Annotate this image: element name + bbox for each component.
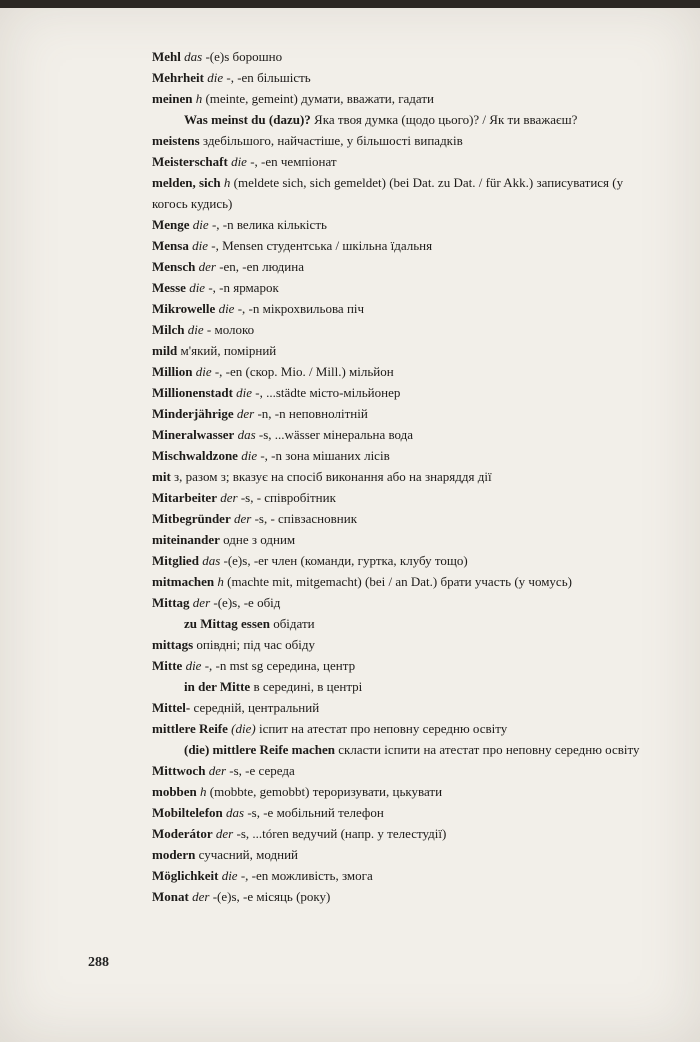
headword: mittlere Reife — [152, 721, 228, 736]
grammar-note: der — [192, 889, 210, 904]
translation: середа — [258, 763, 295, 778]
forms: -, -en (скор. Mio. / Mill.) — [214, 364, 346, 379]
translation: м'який, помірний — [180, 343, 277, 358]
headword: Mensa — [152, 238, 189, 253]
headword: (die) mittlere Reife machen — [184, 742, 336, 757]
translation: з, разом з; вказує на спосіб виконання або на знаряддя дії — [174, 469, 492, 484]
dictionary-entry — [152, 445, 642, 466]
dictionary-entry — [152, 487, 642, 508]
dictionary-entry — [152, 508, 642, 529]
dictionary-subentry — [152, 613, 642, 634]
dictionary-entry — [152, 823, 642, 844]
forms: -, -n — [211, 217, 234, 232]
headword: Mikrowelle — [152, 301, 216, 316]
dictionary-entry — [152, 319, 642, 340]
forms: (mobbte, gemobbt) — [209, 784, 310, 799]
grammar-note: das — [202, 553, 221, 568]
headword: miteinander — [152, 532, 220, 547]
dictionary-entry — [152, 886, 642, 907]
dictionary-entry — [152, 340, 642, 361]
dictionary-entry — [152, 298, 642, 319]
headword: Million — [152, 364, 193, 379]
grammar-note: der — [220, 490, 238, 505]
forms: -, -en — [226, 70, 254, 85]
translation: неповнолітній — [288, 406, 368, 421]
headword: zu Mittag essen — [184, 616, 270, 631]
headword: Meisterschaft — [152, 154, 228, 169]
grammar-note: die — [187, 322, 204, 337]
grammar-note: der — [208, 763, 227, 778]
translation: співзасновник — [278, 511, 358, 526]
headword: melden, sich — [152, 175, 221, 190]
dictionary-entry — [152, 403, 642, 424]
dictionary-entry — [152, 88, 642, 109]
dictionary-entry — [152, 865, 642, 886]
grammar-note: der — [233, 511, 252, 526]
translation: співробітник — [264, 490, 336, 505]
headword: Minderjährige — [152, 406, 234, 421]
dictionary-entry — [152, 844, 642, 865]
grammar-note: die — [241, 448, 258, 463]
translation: мінеральна вода — [323, 427, 414, 442]
forms: -, -n — [260, 448, 283, 463]
translation: записуватися (у когось кудись) — [152, 175, 624, 211]
dictionary-entry — [152, 235, 642, 256]
translation: Яка твоя думка (щодо цього)? / Як ти вважаєш? — [314, 112, 578, 127]
top-edge — [0, 0, 700, 8]
translation: середній, центральний — [193, 700, 320, 715]
grammar-note: das — [184, 49, 203, 64]
dictionary-entry — [152, 529, 642, 550]
grammar-note: die — [221, 868, 238, 883]
translation: можливість, змога — [271, 868, 373, 883]
translation: молоко — [214, 322, 255, 337]
forms: -s, -e — [229, 763, 256, 778]
headword: Mittwoch — [152, 763, 206, 778]
grammar-note: die — [185, 658, 202, 673]
dictionary-entry — [152, 550, 642, 571]
forms: -, -n mst sg — [204, 658, 264, 673]
headword: meistens — [152, 133, 200, 148]
grammar-note: die — [218, 301, 235, 316]
translation: тероризувати, цькувати — [312, 784, 443, 799]
headword: mittags — [152, 637, 194, 652]
forms: -, -n — [237, 301, 260, 316]
dictionary-entry — [152, 151, 642, 172]
grammar-note: (die) — [231, 721, 256, 736]
forms: -, -n — [208, 280, 230, 295]
headword: Mobiltelefon — [152, 805, 223, 820]
translation: сучасний, модний — [198, 847, 298, 862]
translation: обід — [257, 595, 281, 610]
translation: студентська / шкільна їдальня — [266, 238, 433, 253]
translation: одне з одним — [223, 532, 296, 547]
dictionary-entry — [152, 697, 642, 718]
headword: Mitte — [152, 658, 183, 673]
page-number: 288 — [88, 955, 109, 970]
grammar-note: der — [215, 826, 234, 841]
translation: людина — [262, 259, 304, 274]
translation: середина, центр — [266, 658, 356, 673]
forms: -(e)s — [205, 49, 230, 64]
forms: -n, -n — [257, 406, 286, 421]
forms: -(e)s, -e — [212, 889, 254, 904]
dictionary-entry — [152, 382, 642, 403]
headword: Mineralwasser — [152, 427, 235, 442]
headword: mobben — [152, 784, 197, 799]
forms: (meinte, gemeint) — [205, 91, 298, 106]
entry-list — [152, 46, 642, 907]
translation: в середині, в центрі — [253, 679, 363, 694]
headword: Monat — [152, 889, 189, 904]
forms: -, -en — [240, 868, 269, 883]
translation: місяць (року) — [256, 889, 331, 904]
forms: -, Mensen — [211, 238, 264, 253]
translation: чемпіонат — [280, 154, 337, 169]
grammar-note: h — [217, 574, 224, 589]
headword: Menge — [152, 217, 190, 232]
dictionary-entry — [152, 277, 642, 298]
dictionary-entry — [152, 130, 642, 151]
dictionary-entry — [152, 424, 642, 445]
grammar-note: die — [236, 385, 253, 400]
translation: здебільшого, найчастіше, у більшості випадків — [202, 133, 463, 148]
translation: борошно — [232, 49, 283, 64]
grammar-note: die — [189, 280, 206, 295]
dictionary-entry — [152, 718, 642, 739]
forms: -s, -e — [247, 805, 274, 820]
headword: Moderátor — [152, 826, 213, 841]
headword: Mittel- — [152, 700, 191, 715]
headword: Mitbegründer — [152, 511, 231, 526]
forms: -s, - — [254, 511, 275, 526]
forms: -s, - — [240, 490, 262, 505]
translation: мікрохвильова піч — [262, 301, 365, 316]
forms: -(e)s, -e — [213, 595, 254, 610]
dictionary-entry — [152, 46, 642, 67]
forms: (machte mit, mitgemacht) (bei / an Dat.) — [227, 574, 438, 589]
forms: -(e)s, -er — [223, 553, 269, 568]
dictionary-subentry — [152, 109, 642, 130]
translation: ярмарок — [233, 280, 279, 295]
translation: місто-мільйонер — [309, 385, 401, 400]
dictionary-entry — [152, 634, 642, 655]
translation: опівдні; під час обіду — [196, 637, 315, 652]
dictionary-entry — [152, 655, 642, 676]
translation: мільйон — [349, 364, 394, 379]
translation: зона мішаних лісів — [285, 448, 390, 463]
grammar-note: das — [237, 427, 256, 442]
grammar-note: die — [192, 238, 208, 253]
translation: скласти іспити на атестат про неповну середню освіту — [338, 742, 640, 757]
headword: mit — [152, 469, 171, 484]
headword: Mensch — [152, 259, 196, 274]
dictionary-entry — [152, 571, 642, 592]
grammar-note: die — [195, 364, 212, 379]
grammar-note: h — [223, 175, 231, 190]
headword: in der Mitte — [184, 679, 251, 694]
dictionary-subentry — [152, 739, 642, 760]
grammar-note: der — [192, 595, 211, 610]
headword: Mischwaldzone — [152, 448, 238, 463]
headword: Mitglied — [152, 553, 199, 568]
forms: (meldete sich, sich gemeldet) (bei Dat. zu Dat. / für Akk.) — [233, 175, 534, 190]
forms: -s, ...tóren — [236, 826, 289, 841]
dictionary-entry — [152, 172, 642, 214]
forms: -, -en — [250, 154, 278, 169]
dictionary-entry — [152, 67, 642, 88]
forms: -, ...städte — [255, 385, 307, 400]
translation: член (команди, гуртка, клубу тощо) — [271, 553, 468, 568]
dictionary-subentry — [152, 676, 642, 697]
headword: mild — [152, 343, 178, 358]
translation: іспит на атестат про неповну середню освіту — [258, 721, 508, 736]
translation: більшість — [257, 70, 311, 85]
headword: mitmachen — [152, 574, 215, 589]
grammar-note: h — [195, 91, 203, 106]
dictionary-entry — [152, 781, 642, 802]
forms: - — [206, 322, 212, 337]
headword: Mitarbeiter — [152, 490, 217, 505]
translation: ведучий (напр. у телестудії) — [292, 826, 447, 841]
headword: Möglichkeit — [152, 868, 219, 883]
headword: Mehl — [152, 49, 181, 64]
dictionary-entry — [152, 760, 642, 781]
forms: -s, ...wässer — [258, 427, 320, 442]
translation: обідати — [273, 616, 315, 631]
translation: брати участь (у чомусь) — [440, 574, 572, 589]
translation: велика кількість — [236, 217, 327, 232]
grammar-note: die — [192, 217, 209, 232]
grammar-note: die — [207, 70, 224, 85]
headword: Messe — [152, 280, 186, 295]
headword: Milch — [152, 322, 185, 337]
forms: -en, -en — [219, 259, 259, 274]
dictionary-entry — [152, 592, 642, 613]
grammar-note: h — [200, 784, 207, 799]
translation: мобільний телефон — [276, 805, 384, 820]
headword: Mittag — [152, 595, 190, 610]
translation: думати, вважати, гадати — [301, 91, 434, 106]
dictionary-entry — [152, 361, 642, 382]
dictionary-entry — [152, 802, 642, 823]
headword: meinen — [152, 91, 193, 106]
grammar-note: der — [198, 259, 216, 274]
dictionary-entry — [152, 256, 642, 277]
grammar-note: das — [226, 805, 245, 820]
headword: Mehrheit — [152, 70, 204, 85]
headword: Millionenstadt — [152, 385, 233, 400]
dictionary-entry — [152, 466, 642, 487]
grammar-note: die — [231, 154, 247, 169]
dictionary-entry — [152, 214, 642, 235]
headword: Was meinst du (dazu)? — [184, 112, 311, 127]
headword: modern — [152, 847, 196, 862]
grammar-note: der — [236, 406, 255, 421]
